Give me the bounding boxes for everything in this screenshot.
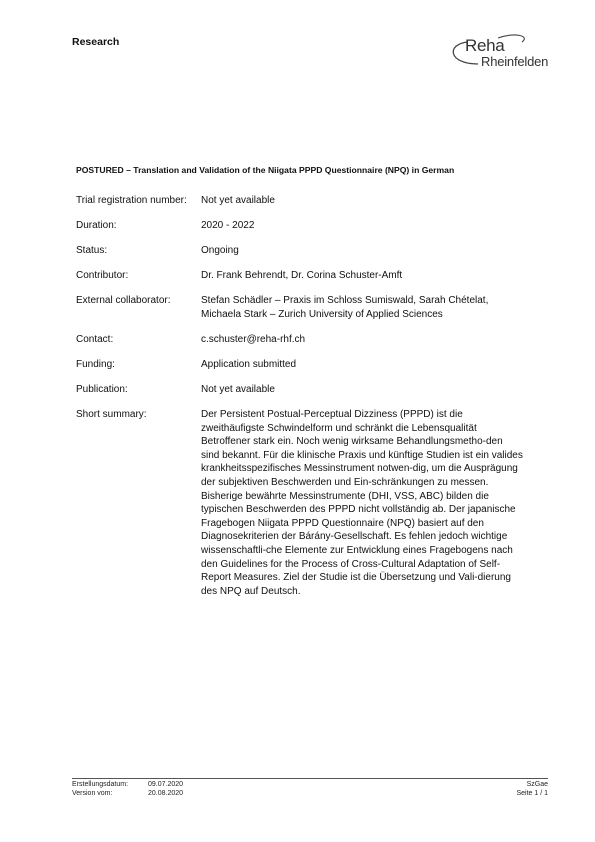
field-label: Duration: xyxy=(76,220,117,231)
footer-version-date: 20.08.2020 xyxy=(148,790,184,797)
footer-created-label: Erstellungsdatum: xyxy=(72,781,129,788)
reha-rheinfelden-logo xyxy=(438,30,558,74)
field-value: 2020 - 2022 xyxy=(201,220,255,231)
field-label: Short summary: xyxy=(76,409,147,420)
logo-text-reha: Reha xyxy=(465,36,505,55)
field-value: Stefan Schädler – Praxis im Schloss Sumiswald, Sarah Chételat, Michaela Stark – Zurich University of Applied Sciences xyxy=(201,295,489,320)
field-value: Application submitted xyxy=(201,359,297,370)
contact-email-link[interactable]: c.schuster@reha-rhf.ch xyxy=(201,334,306,345)
footer-version-label: Version vom: xyxy=(72,790,113,797)
field-label: Publication: xyxy=(76,384,128,395)
field-label: Contributor: xyxy=(76,270,129,281)
field-value: Dr. Frank Behrendt, Dr. Corina Schuster-Amft xyxy=(201,270,403,281)
field-label: Status: xyxy=(76,245,108,256)
field-label: Funding: xyxy=(76,359,115,370)
document-title: POSTURED – Translation and Validation of the Niigata PPPD Questionnaire (NPQ) in German xyxy=(76,165,455,175)
field-label: Trial registration number: xyxy=(76,195,187,206)
field-value: Not yet available xyxy=(201,195,275,206)
footer-page-number: Seite 1 / 1 xyxy=(516,790,548,797)
field-label: Contact: xyxy=(76,334,114,345)
footer-author: SzGae xyxy=(526,781,548,788)
summary-text: Der Persistent Postual-Perceptual Dizziness (PPPD) ist die zweithäufigste Schwindelform und schränkt die Lebensqualität Betroffener stark ein. Noch wenig wirksame Behandlungsmetho-den sind bekannt. Für die klinische Praxis und künftige Studien ist ein valides krankheitsspezifisches Messinstrument notwen-dig, um die Ausprägung der subjektiven Beschwerden und Ein-schränkungen zu messen. Bisherige bewährte Messinstrumente (DHI, VSS, ABC) bilden die typischen Beschwerden des PPPD nicht vollständig ab. Der japanische Fragebogen Niigata PPPD Questionnaire (NPQ) basiert auf den Diagnosekriterien der Bárány-Gesellschaft. Es fehlen jedoch wichtige wissenschaftli-che Elemente zur Entwicklung eines Fragebogens nach den Guidelines for the Process of Cross-Cultural Adaptation of Self-Report Measures. Ziel der Studie ist die Übersetzung und Vali-dierung des NPQ auf Deutsch. xyxy=(201,409,523,597)
field-value: Ongoing xyxy=(201,245,239,256)
logo-text-rheinfelden: Rheinfelden xyxy=(481,54,549,69)
field-value: Not yet available xyxy=(201,384,275,395)
field-label: External collaborator: xyxy=(76,295,171,306)
footer-created-date: 09.07.2020 xyxy=(148,781,184,788)
footer-divider xyxy=(72,778,548,779)
header-label: Research xyxy=(72,36,120,48)
